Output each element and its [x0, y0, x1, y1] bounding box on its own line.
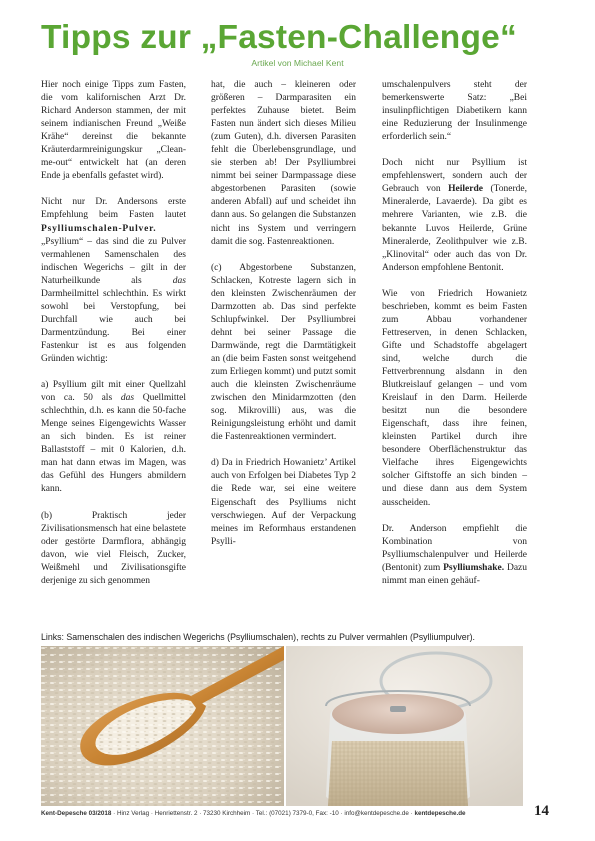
- paragraph: Wie von Friedrich Howanietz beschrieben, kommt es beim Fasten zum Abbau vorhandener Fettreserven, in denen Schlacken, Gifte und Schadstoffe abgelagert sind, welche durch die Fettverbrennung alsdann in den Blutkreislauf gelangen – und vom Kreislauf in den Darm. Heilerde besitzt nun die besondere Eigenschaft, dass ihre feinen, kleinsten Partikel durch ihre besondere Oberflächenstruktur das Vielfache ihres Eigengewichts solcher Giftstoffe an sich binden – und diese dann aus dem System ausscheiden.: [382, 288, 527, 508]
- footer-website[interactable]: kentdepesche.de: [414, 810, 466, 817]
- emphasis-psylliumshake: Psylliumshake.: [443, 562, 505, 573]
- paragraph: umschalenpulvers steht der bemerkenswerte Satz: „Bei insulinpflichtigen Diabetikern kann eine Reduzierung der Insulinmenge erforderlich sein.“: [382, 80, 527, 143]
- emphasis-psyllium-powder: Psylliumschalen-Pulver.: [41, 223, 157, 234]
- photo-psyllium-husks: [41, 646, 284, 806]
- paragraph: d) Da in Friedrich Howanietz’ Artikel auch von Erfolgen bei Diabetes Typ 2 die Rede war, sei eine weitere Eigenschaft des Psylliums nicht verschwiegen. Auf der Verpackung meines im Reformhaus erstandenen Psylli-: [211, 458, 356, 547]
- paragraph: (b) Praktisch jeder Zivilisationsmensch hat eine belastete oder gestörte Darmflora, abhängig davon, wie viel Fleisch, Zucker, Weißmehl und Zivilisationsgifte derjenige zu sich genommen: [41, 510, 186, 586]
- paragraph: hat, die auch – kleineren oder größeren – Darmparasiten ein perfektes Zuhause bietet. Beim Fasten nun ändert sich dieses Milieu (zum Guten), d.h. diversen Parasiten fehlt die Überlebensgrundlage, und sie sterben ab! Der Psylliumbrei nimmt bei seiner Darmpassage diese abgestorbenen Parasiten (sowie anderen Abfall) auf und scheidet ihn dann aus. So gelangen die Substanzen nicht ins System und verringern damit die sog. Fastenreaktionen.: [211, 80, 356, 247]
- paragraph: (c) Abgestorbene Substanzen, Schlacken, Kotreste lagern sich in den kleinsten Zwischenräumen der Darmzotten ab. Das sind perfekte Schlupfwinkel. Der Psylliumbrei dehnt bei seiner Passage die Darmwände, regt die Darmtätigkeit an (die beim Fasten sonst weitgehend zum Erliegen kommt) und putzt somit auch die kleinsten Zwischenräume zwischen den Minidarmzotten (den sog. Mikrovilli) aus, was die Reinigungsleistung erhöht und damit die Fastenreaktionen vermindert.: [211, 262, 356, 443]
- paragraph: Doch nicht nur Psyllium ist empfehlenswert, sondern auch der Gebrauch von Heilerde (Tonerde, Mineralerde, Lavaerde). Da gibt es mehrere Varianten, wie z.B. die bekannte Luvos Heilerde, Grüne Mineralerde, Zeolithpulver wie z.B. „Klinovital“ oder auch das von Dr. Anderson empfohlene Bentonit.: [382, 158, 527, 273]
- emphasis-heilerde: Heilerde: [448, 184, 483, 195]
- page-footer: [41, 810, 525, 817]
- paragraph: a) Psyllium gilt mit einer Quellzahl von ca. 50 als das Quellmittel schlechthin, d.h. es kann die 50-fache Menge seines Eigengewichts Wasser an sich binden. Es ist reiner Ballaststoff – mit 0 Kalorien, d.h. man hat dann etwas im Magen, was das Gefühl des Hungers abmildern kann.: [41, 380, 186, 495]
- article-byline: Artikel von Michael Kent: [251, 58, 344, 68]
- paragraph: Dr. Anderson empfiehlt die Kombination von Psylliumschalenpulver und Heilerde (Bentonit) zum Psylliumshake. Dazu nimmt man einen gehäuf-: [382, 523, 528, 586]
- page-title: Tipps zur „Fasten-Challenge“: [41, 19, 517, 56]
- image-caption: Links: Samenschalen des indischen Wegerichs (Psylliumschalen), rechts zu Pulver vermahlen (Psylliumpulver).: [41, 632, 475, 642]
- footer-magazine: Kent-Depesche 03/2018: [41, 810, 112, 817]
- paragraph: Nicht nur Dr. Andersons erste Empfehlung beim Fasten lautet Psylliumschalen-Pulver. „Psyllium“ – das sind die zu Pulver vermahlenen Samenschalen des indischen Wegerichs – gilt in der Naturheilkunde als das Darmheilmittel schlechthin. Es wirkt sowohl bei Verstopfung, bei Durchfall wie auch bei Darmentzündung. Bei einer Fastenkur ist es aus folgenden Gründen wichtig:: [41, 197, 186, 364]
- text-column-2: [211, 79, 356, 562]
- photo-psyllium-powder-jar: [286, 646, 523, 806]
- page-number: 14: [534, 803, 549, 819]
- paragraph: Hier noch einige Tipps zum Fasten, die vom kalifornischen Arzt Dr. Richard Anderson stammen, der mit seinem indianischen Freund „Weiße Krähe“ dereinst die bekannte Kräuterdarmreinigungskur „Clean-me-out“ entwickelt hat (an deren Ende ja ebenfalls gefastet wird).: [41, 80, 186, 182]
- footer-address: · Hinz Verlag · Henriettenstr. 2 · 73230 Kirchheim · Tel.: (07021) 7379-0, Fax: -10 · info@kentdepesche.de ·: [111, 810, 415, 817]
- text-column-1: [41, 79, 186, 601]
- text-column-3: [382, 79, 527, 601]
